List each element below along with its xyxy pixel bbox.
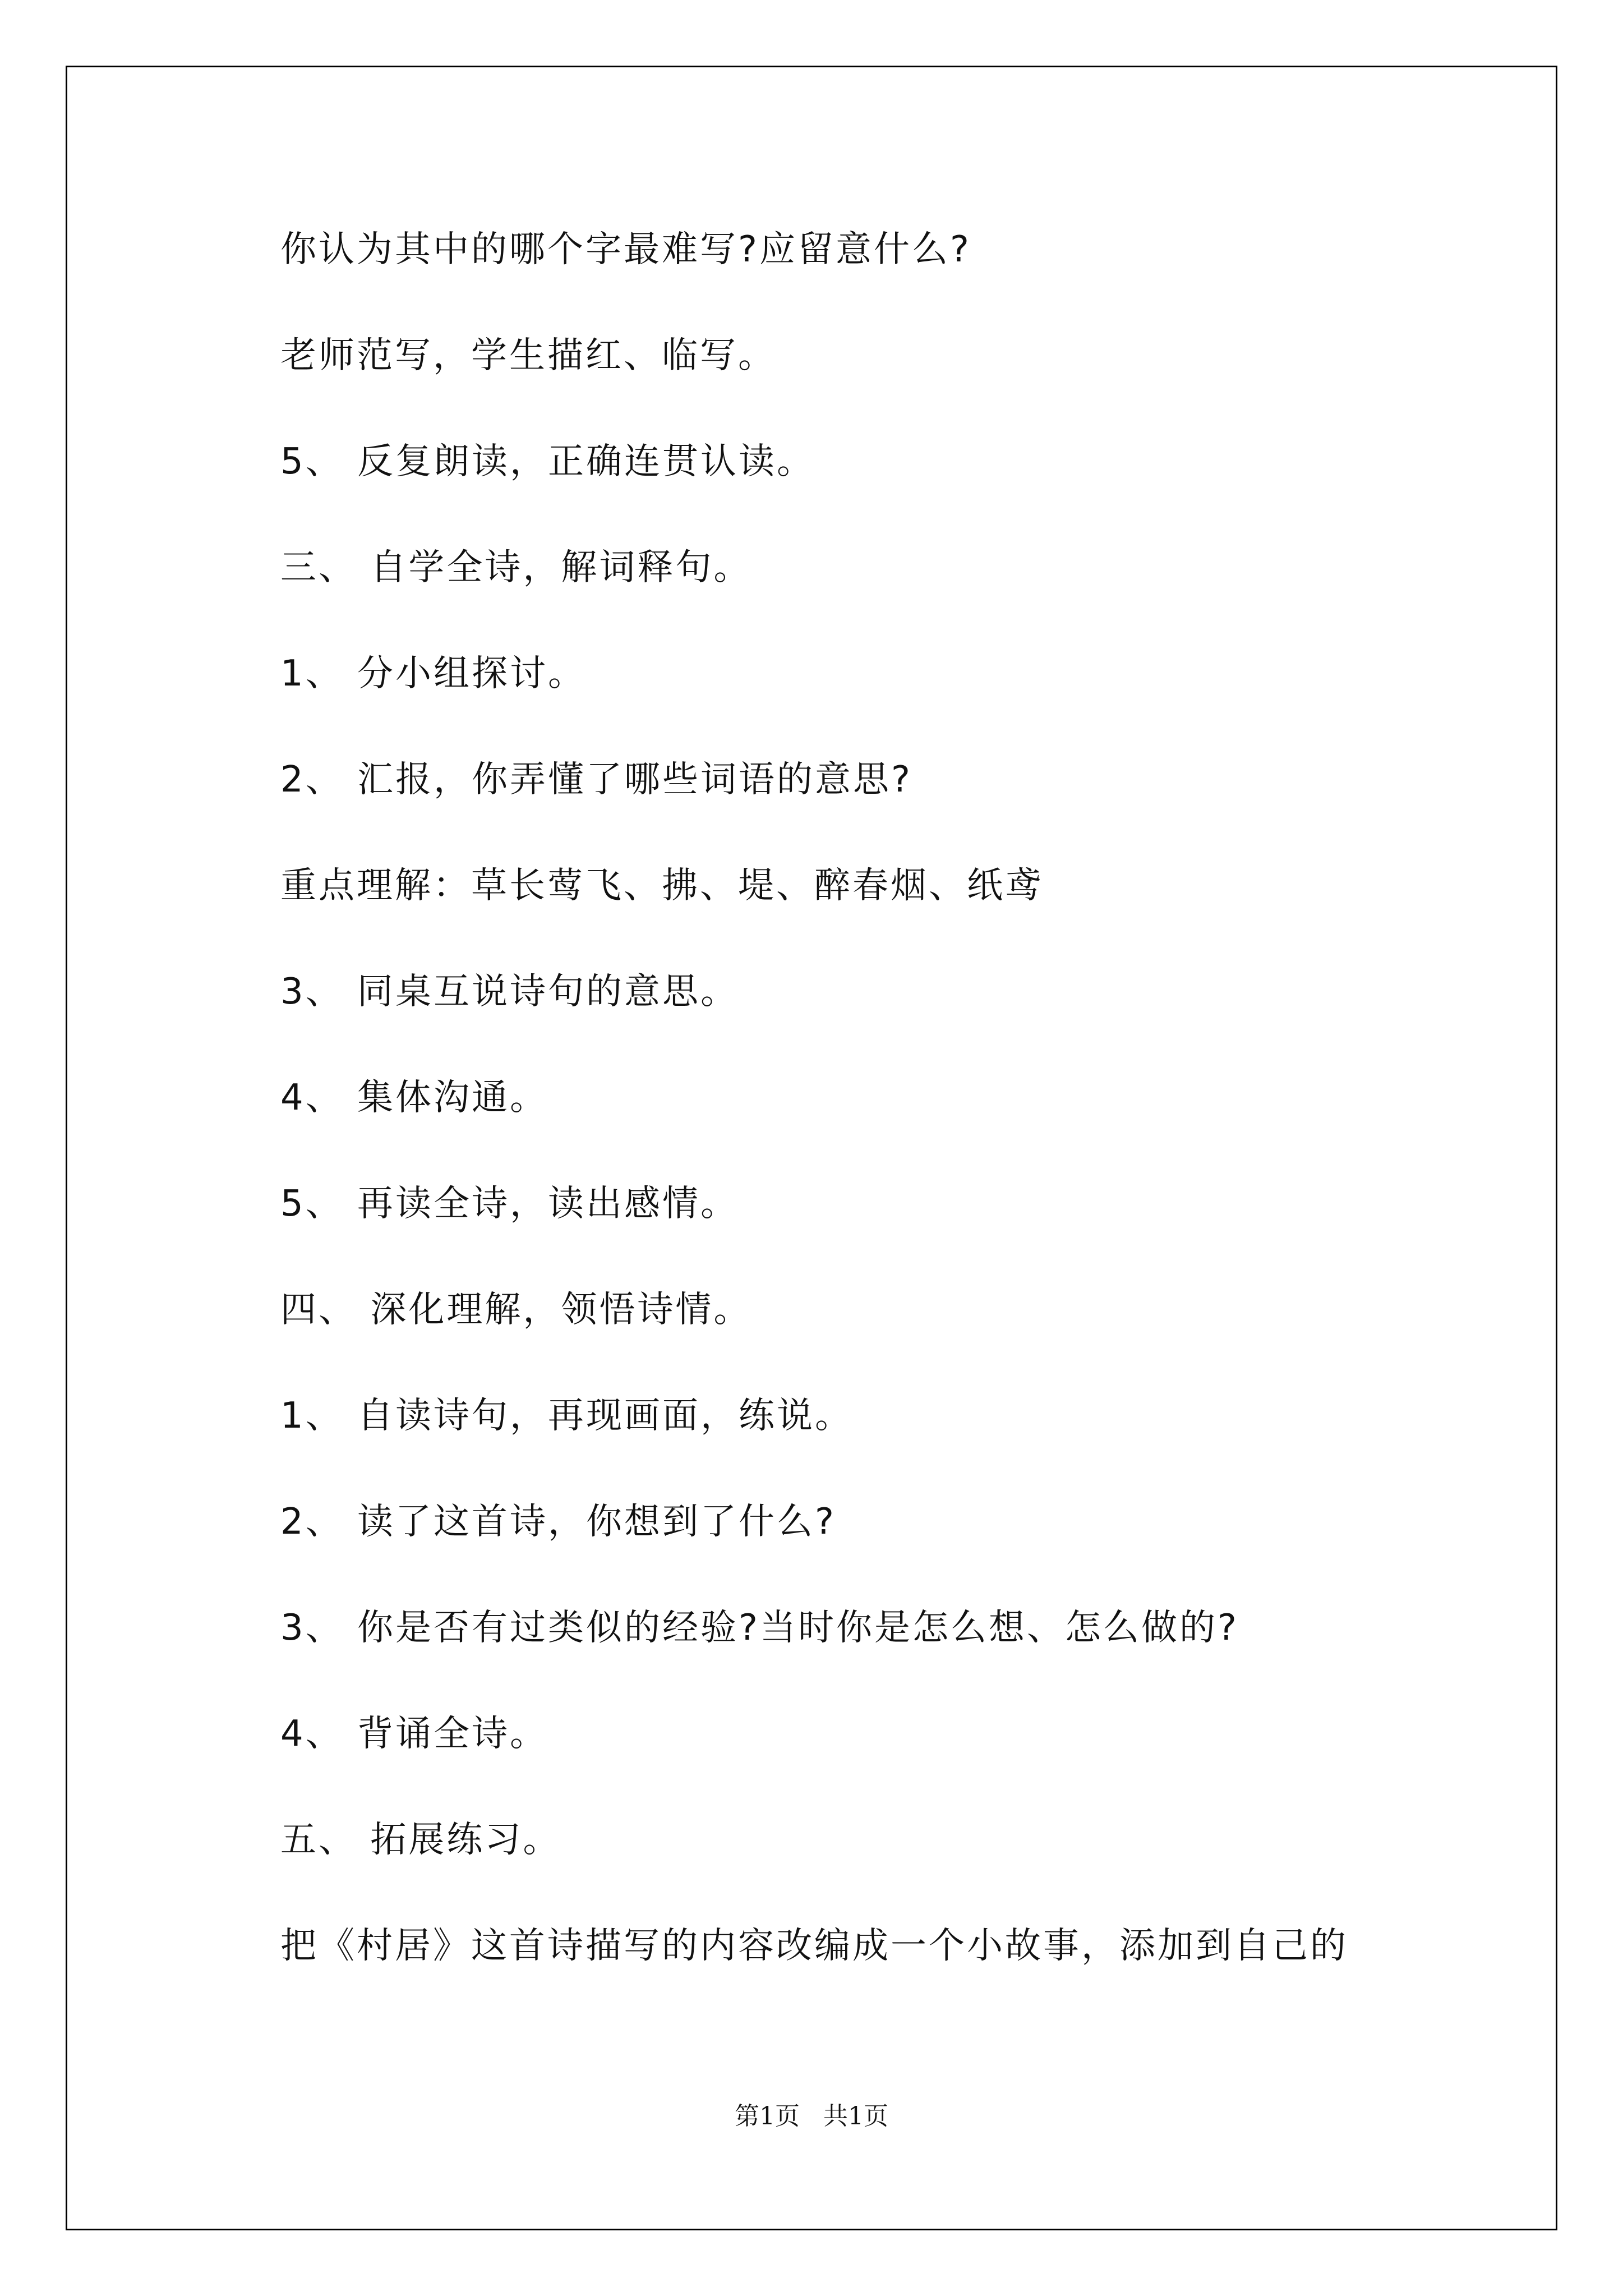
text-line: 5、 再读全诗，读出感情。 — [280, 1183, 739, 1225]
text-line: 把《村居》这首诗描写的内容改编成一个小故事，添加到自己的 — [280, 1925, 1348, 1967]
text-line: 1、 分小组探讨。 — [280, 653, 587, 694]
section-heading: 五、 拓展练习。 — [280, 1819, 561, 1861]
section-heading: 三、 自学全诗，解词释句。 — [280, 547, 752, 588]
text-line: 5、 反复朗读，正确连贯认读。 — [280, 441, 815, 482]
document-body — [280, 227, 1514, 2030]
text-line: 3、 你是否有过类似的经验?当时你是怎么想、怎么做的? — [280, 1607, 1239, 1649]
text-line: 1、 自读诗句，再现画面，练说。 — [280, 1395, 854, 1437]
text-line: 3、 同桌互说诗句的意思。 — [280, 971, 739, 1013]
text-line: 2、 读了这首诗，你想到了什么? — [280, 1501, 837, 1543]
page-number: 第1页 共1页 — [735, 2102, 888, 2131]
text-line: 4、 集体沟通。 — [280, 1077, 548, 1119]
text-line: 4、 背诵全诗。 — [280, 1713, 548, 1755]
text-line: 你认为其中的哪个字最难写?应留意什么? — [280, 229, 971, 270]
text-line: 2、 汇报，你弄懂了哪些词语的意思? — [280, 759, 913, 800]
text-line: 重点理解：草长莺飞、拂、堤、醉春烟、纸鸢 — [280, 865, 1043, 907]
text-line: 老师范写，学生描红、临写。 — [280, 335, 776, 376]
section-heading: 四、 深化理解，领悟诗情。 — [280, 1289, 752, 1331]
